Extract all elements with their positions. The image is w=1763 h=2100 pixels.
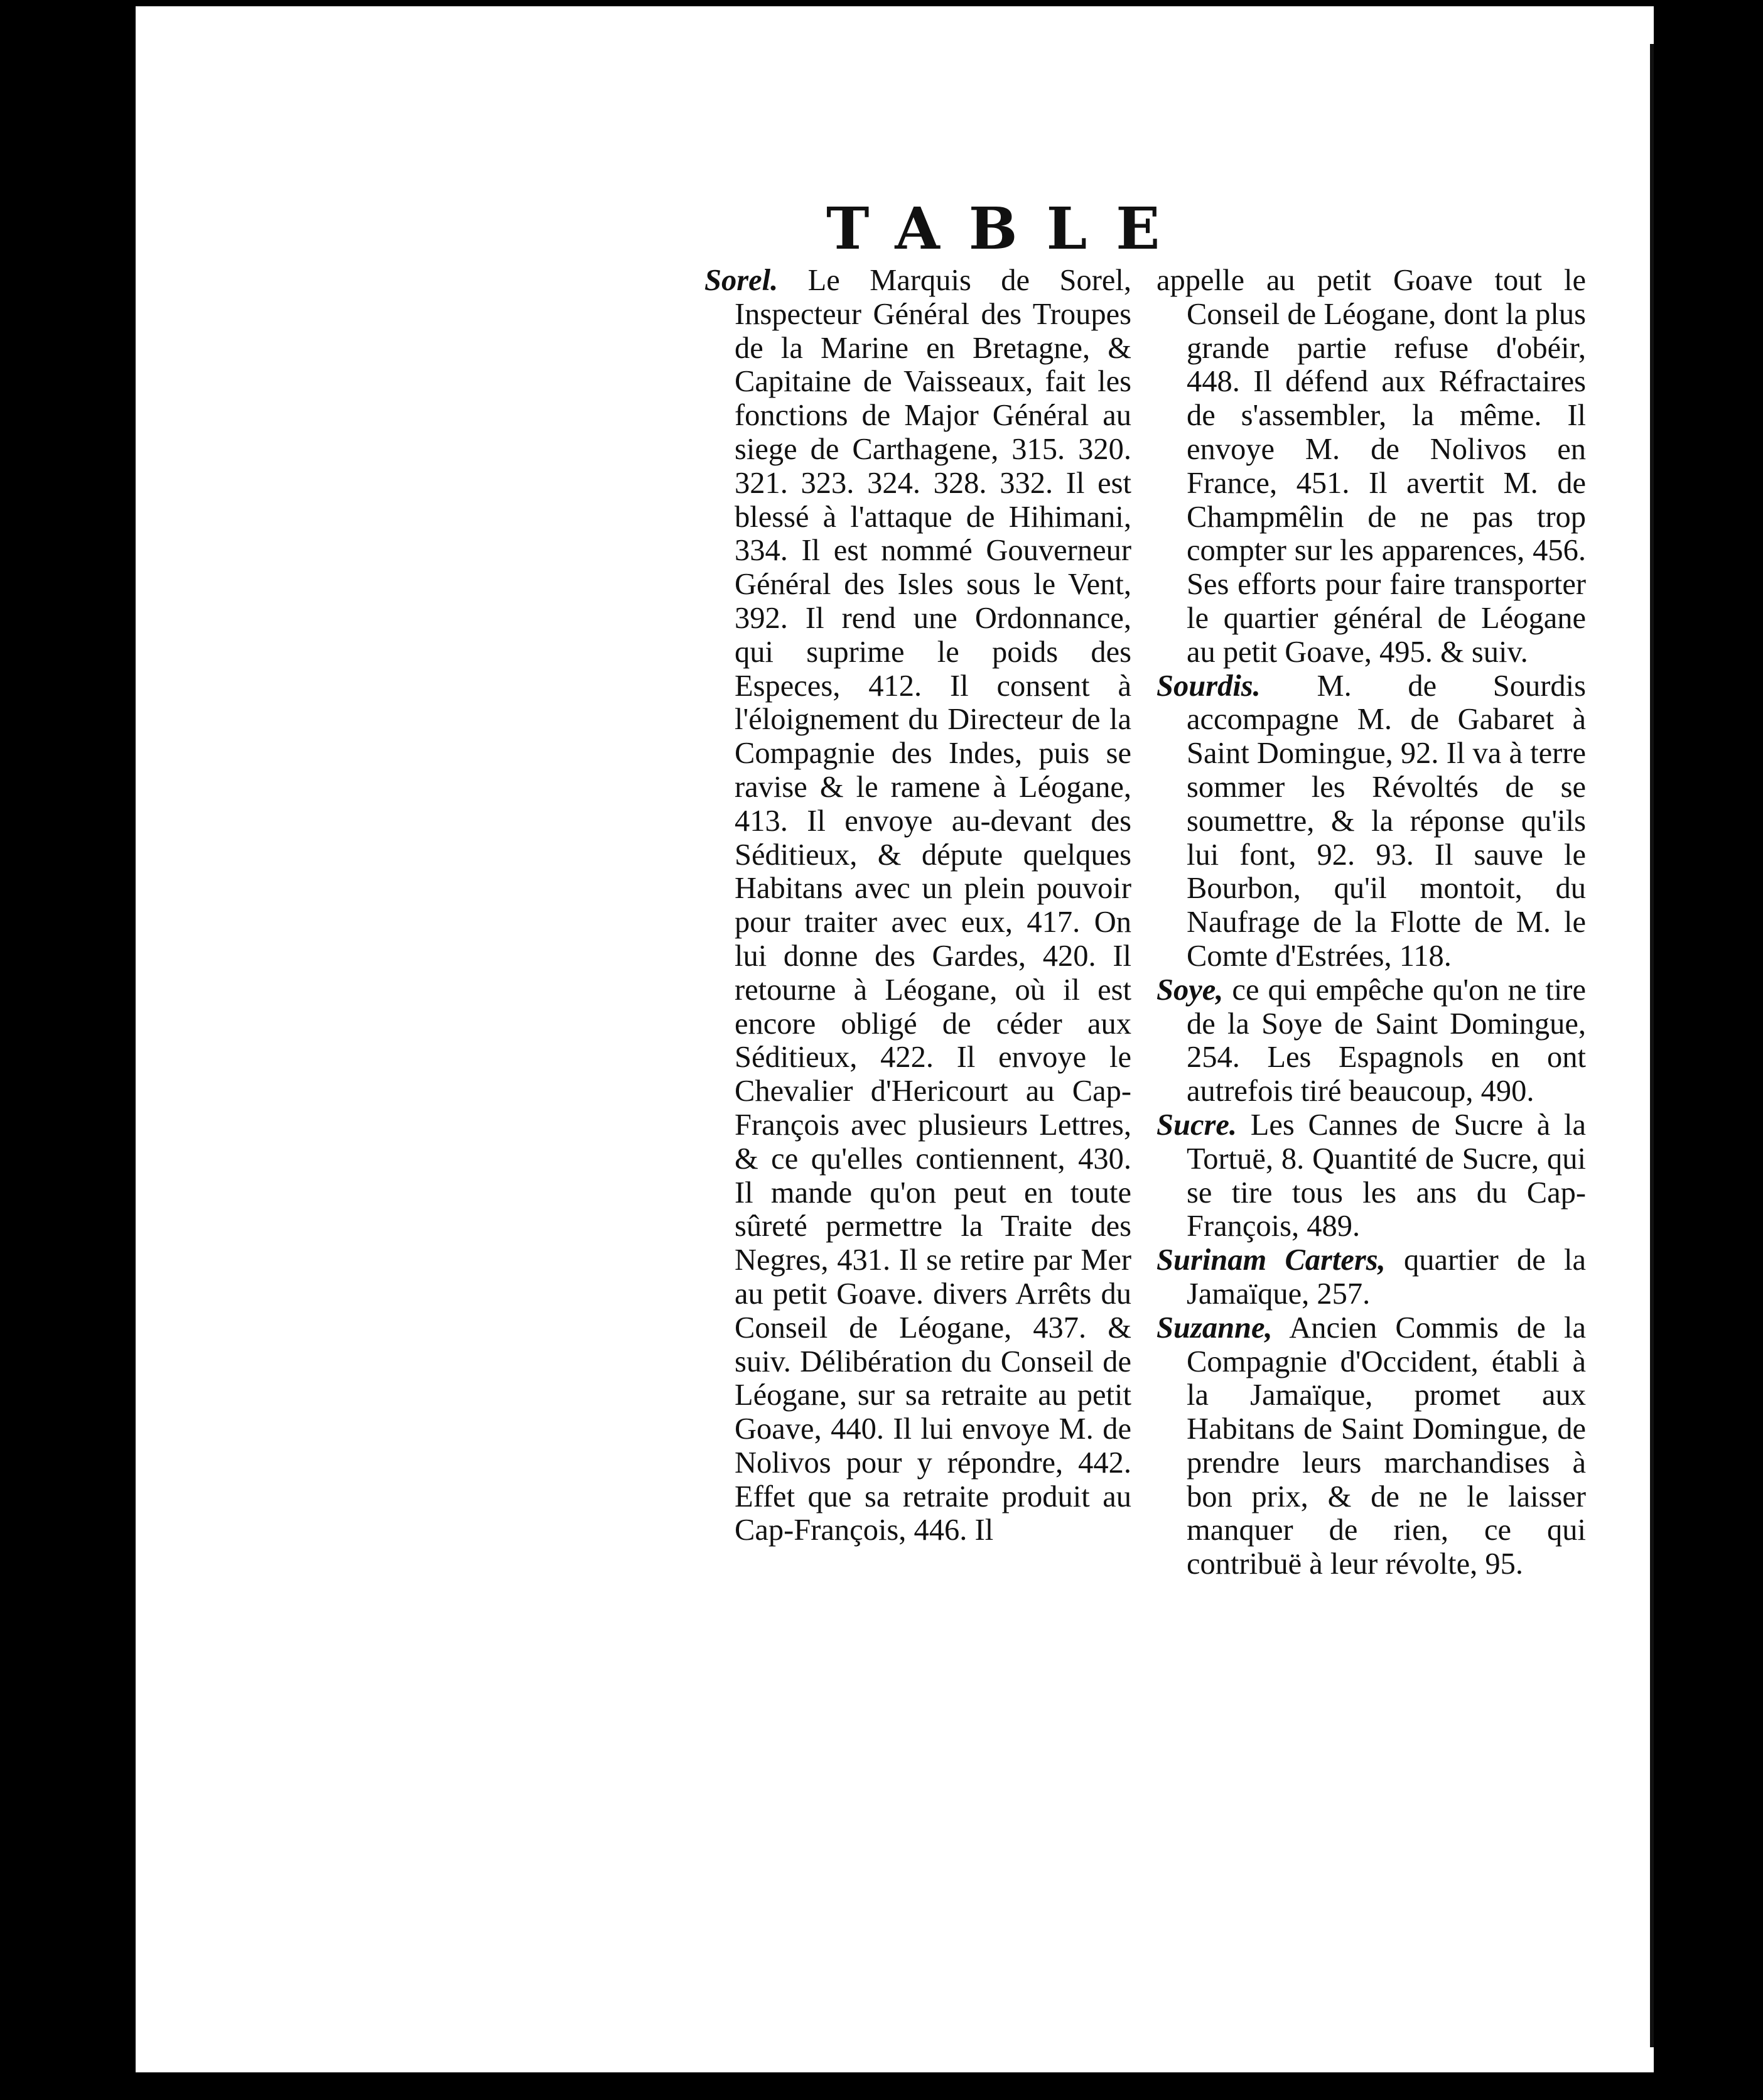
- entry-text: Le Marquis de Sorel, Inspecteur Général des Troupes de la Marine en Bretagne, & Capitaine de Vaisseaux, fait les fonctions de Major Général au siege de Carthagene, 315. 320. 321. 323. 324. 328. 332. Il est blessé à l'attaque de Hihimani, 334. Il est nommé Gouverneur Général des Isles sous le Vent, 392. Il rend une Ordonnance, qui suprime le poids des Especes, 412. Il consent à l'éloignement du Directeur de la Compagnie des Indes, puis se ravise & le ramene à Léogane, 413. Il envoye au-devant des Séditieux, & députe quelques Habitans avec un plein pouvoir pour traiter avec eux, 417. On lui donne des Gardes, 420. Il retourne à Léogane, où il est encore obligé de céder aux Séditieux, 422. Il envoye le Chevalier d'Hericourt au Cap-François avec plusieurs Lettres, & ce qu'elles contiennent, 430. Il mande qu'on peut en toute sûreté permettre la Traite des Negres, 431. Il se retire par Mer au petit Goave. divers Arrêts du Conseil de Léogane, 437. & suiv. Délibération du Conseil de Léogane, sur sa retraite au petit Goave, 440. Il lui envoye M. de Nolivos pour y répondre, 442. Effet que sa retraite produit au Cap-François, 446. Il: [735, 264, 1131, 1547]
- index-entry: [1156, 1311, 1586, 1581]
- index-entry-continued: [1156, 264, 1586, 669]
- entry-headword: Sourdis.: [1156, 669, 1261, 703]
- entry-headword: Sorel.: [704, 264, 779, 297]
- ink-blot: [8, 1633, 25, 1653]
- entry-text: M. de Sourdis accompagne M. de Gabaret à Saint Domingue, 92. Il va à terre sommer les Révoltés de se soumettre, & la réponse qu'ils lui font, 92. 93. Il sauve le Bourbon, qu'il montoit, du Naufrage de la Flotte de M. le Comte d'Estrées, 118.: [1187, 669, 1587, 973]
- page-header: TABLE: [826, 195, 1189, 262]
- entry-text: quartier de la Jamaïque, 257.: [1187, 1243, 1586, 1311]
- index-column-right: [1156, 264, 1586, 1581]
- entry-text: ce qui empêche qu'on ne tire de la Soye de Saint Domingue, 254. Les Espagnols en ont autrefois tiré beaucoup, 490.: [1187, 973, 1586, 1108]
- index-entry: [704, 264, 1131, 1547]
- entry-headword: Surinam Carters,: [1156, 1243, 1386, 1277]
- facing-page-edge: [1650, 44, 1654, 2047]
- index-entry: [1156, 1108, 1586, 1243]
- entry-headword: Suzanne,: [1156, 1311, 1273, 1345]
- index-entry: [1156, 973, 1586, 1108]
- entry-text: appelle au petit Goave tout le Conseil de Léogane, dont la plus grande partie refuse d'obéir, 448. Il défend aux Réfractaires de s'assembler, la même. Il envoye M. de Nolivos en France, 451. Il avertit M. de Champmêlin de ne pas trop compter sur les apparences, 456. Ses efforts pour faire transporter le quartier général de Léogane au petit Goave, 495. & suiv.: [1156, 264, 1586, 669]
- index-entry: [1156, 669, 1586, 973]
- entry-text: Les Cannes de Sucre à la Tortuë, 8. Quantité de Sucre, qui se tire tous les ans du Cap-François, 489.: [1187, 1108, 1586, 1243]
- entry-headword: Sucre.: [1156, 1108, 1237, 1142]
- index-column-left: [704, 264, 1131, 1547]
- index-entry: [1156, 1243, 1586, 1311]
- entry-text: Ancien Commis de la Compagnie d'Occident, établi à la Jamaïque, promet aux Habitans de Saint Domingue, de prendre leurs marchandises à bon prix, & de ne le laisser manquer de rien, ce qui contribuë à leur révolte, 95.: [1187, 1311, 1586, 1581]
- book-page: [136, 6, 1654, 2072]
- entry-headword: Soye,: [1156, 973, 1224, 1007]
